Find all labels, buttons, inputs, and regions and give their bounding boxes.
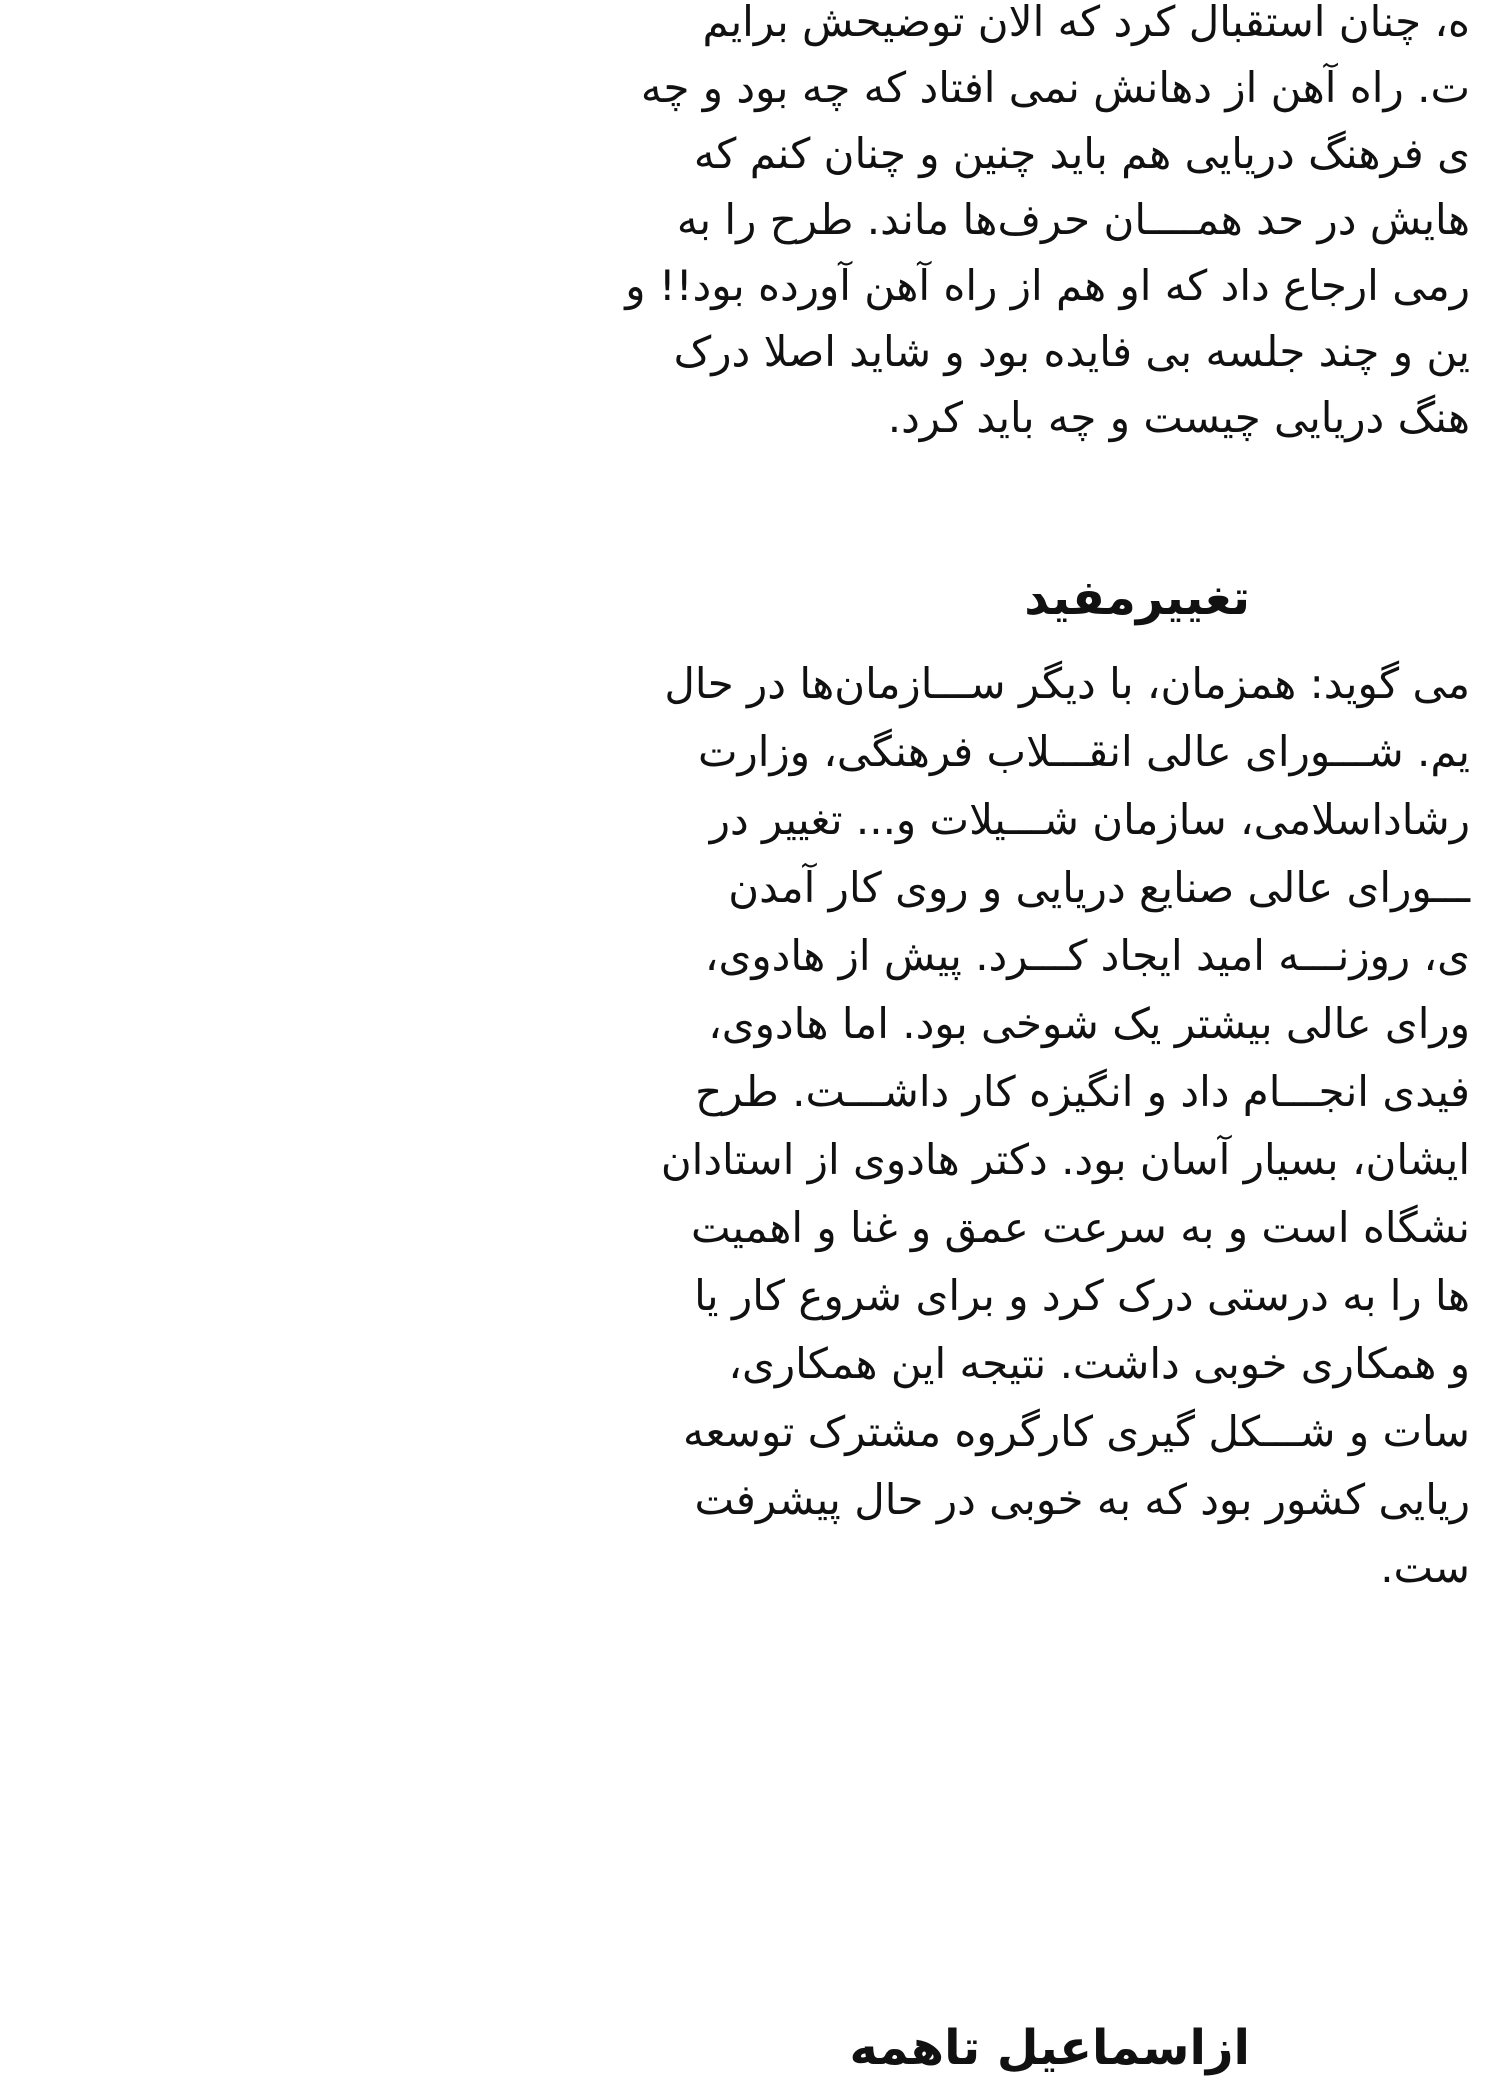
right-p2-line-14: ست. (1380, 1543, 1470, 1592)
right-p2-line-9: نشگاه است و به سرعت عمق و غنا و اهمیت (691, 1203, 1470, 1252)
right-p1-line-1: ه، چنان استقبال کرد که الان توضیحش برایم (702, 0, 1470, 46)
right-p1-line-5: رمی ارجاع داد که او هم از راه آهن آورده بود!! و (625, 261, 1470, 310)
right-p2-line-5: ی، روزنـــه امید ایجاد کـــرد. پیش از هادوی، (704, 931, 1470, 980)
right-p2-line-3: رشاداسلامی، سازمان شـــیلات و... تغییر در (709, 795, 1470, 844)
right-p1-line-6: ین و چند جلسه بی فایده بود و شاید اصلا درک (673, 327, 1470, 376)
right-p1-line-3: ی فرهنگ دریایی هم باید چنین و چنان کنم که (693, 129, 1470, 178)
right-p1-line-2: ت. راه آهن از دهانش نمی افتاد که چه بود و چه (640, 63, 1470, 112)
right-p2-line-10: ها را به درستی درک کرد و برای شروع کار یا (694, 1271, 1470, 1320)
right-heading-2: ازاسماعیل تاهمه (849, 2020, 1250, 2076)
right-p2-line-8: ایشان، بسیار آسان بود. دکتر هادوی از استادان (660, 1135, 1470, 1184)
left-column-clip (0, 0, 455, 2056)
right-p1-line-4: هایش در حد همــــان حرف‌ها ماند. طرح را به (676, 195, 1470, 244)
right-column (570, 0, 1470, 2076)
right-p2-line-4: ـــورای عالی صنایع دریایی و روی کار آمدن (728, 863, 1470, 912)
right-p2-line-7: فیدی انجـــام داد و انگیزه کار داشـــت. طرح (695, 1067, 1470, 1116)
left-column (428, 0, 455, 2056)
right-p2-line-1: می گوید: همزمان، با دیگر ســـازمان‌ها در حال (664, 659, 1470, 708)
right-p2-line-12: سات و شـــکل گیری کارگروه مشترک توسعه (682, 1407, 1470, 1456)
right-p1-line-7: هنگ دریایی چیست و چه باید کرد. (887, 393, 1470, 442)
right-p2-line-11: و همکاری خوبی داشت. نتیجه این همکاری، (728, 1339, 1470, 1388)
right-p2-line-6: ورای عالی بیشتر یک شوخی بود. اما هادوی، (708, 999, 1470, 1048)
right-heading-1: تغییرمفید (1024, 570, 1250, 626)
right-p2-line-13: ریایی کشور بود که به خوبی در حال پیشرفت (694, 1475, 1470, 1524)
right-p2-line-2: یم. شـــورای عالی انقـــلاب فرهنگی، وزارت (697, 727, 1470, 776)
